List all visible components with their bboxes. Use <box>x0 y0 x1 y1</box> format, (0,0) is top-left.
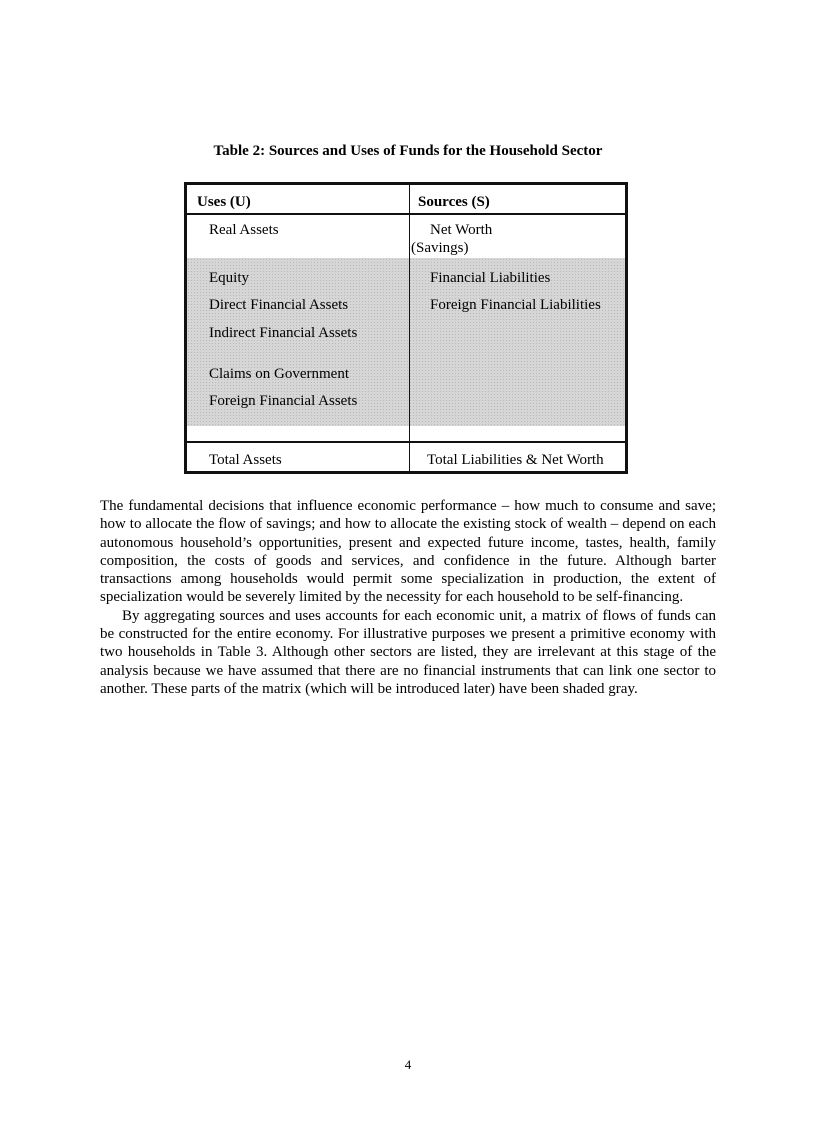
uses-item: Real Assets <box>209 222 279 238</box>
sources-uses-table <box>184 182 628 474</box>
paragraph: The fundamental decisions that influence economic performance – how much to consume and save; how to allocate the flow of savings; and how to allocate the existing stock of wealth – depend on each autonomous household’s opportunities, present and expected future income, tastes, health, family composition, the costs of goods and services, and confidence in the future. Although barter transactions among households would permit some specialization in production, the extent of specialization would be severely limited by the necessity for each household to be self-financing. <box>100 498 716 606</box>
sources-total: Total Liabilities & Net Worth <box>427 452 604 468</box>
uses-item: Indirect Financial Assets <box>209 325 358 341</box>
sources-header: Sources (S) <box>418 194 490 210</box>
paragraph: By aggregating sources and uses accounts for each economic unit, a matrix of flows of funds can be constructed for the entire economy. For illustrative purposes we present a primitive economy with two households in Table 3. Although other sectors are listed, they are irrelevant at this stage of the analysis because we have assumed that there are no financial instruments that can link one sector to another. These parts of the matrix (which will be introduced later) have been shaded gray. <box>100 607 716 697</box>
sources-item: Net Worth <box>430 222 493 238</box>
column-divider <box>409 185 410 471</box>
uses-header: Uses (U) <box>197 194 251 210</box>
page-number: 4 <box>404 1057 412 1072</box>
table-header-row <box>187 185 625 215</box>
sources-item: (Savings) <box>411 240 469 256</box>
uses-item: Equity <box>209 270 249 286</box>
body-text <box>100 497 716 698</box>
table-caption: Table 2: Sources and Uses of Funds for the Household Sector <box>213 143 603 159</box>
sources-item: Foreign Financial Liabilities <box>430 297 601 313</box>
sources-item: Financial Liabilities <box>430 270 551 286</box>
uses-item: Claims on Government <box>209 366 349 382</box>
uses-total: Total Assets <box>209 452 282 468</box>
uses-item: Direct Financial Assets <box>209 297 349 313</box>
uses-item: Foreign Financial Assets <box>209 393 358 409</box>
